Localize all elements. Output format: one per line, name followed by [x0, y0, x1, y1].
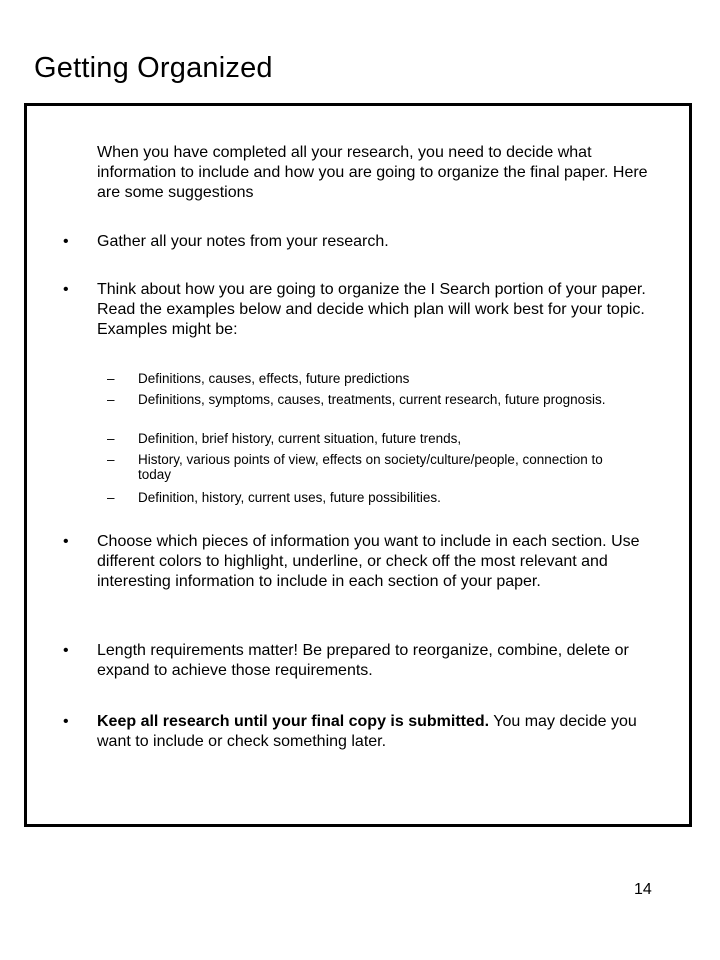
bullet-item [63, 232, 663, 252]
example-text: Definition, brief history, current situation, future trends, [138, 431, 462, 446]
intro-paragraph: When you have completed all your research, you need to decide what information to include and how you are going to organize the final paper. Here are some suggestions [97, 144, 648, 201]
bullet-item [63, 532, 663, 592]
content-box [24, 103, 692, 827]
example-text: History, various points of view, effects on society/culture/people, connection to today [138, 452, 603, 482]
bullet-marker: • [63, 713, 69, 730]
bullet-text: Gather all your notes from your research. [97, 233, 389, 250]
dash-marker: – [107, 371, 115, 386]
example-item [107, 431, 627, 446]
example-item [107, 452, 627, 482]
example-text: Definition, history, current uses, future possibilities. [138, 490, 441, 505]
bullet-rest-text: You may decide you want to include or check something later. [97, 713, 637, 750]
bullet-text: Length requirements matter! Be prepared to reorganize, combine, delete or expand to achieve those requirements. [97, 642, 629, 679]
slide-title: Getting Organized [34, 52, 273, 84]
example-item [107, 371, 627, 386]
page-number: 14 [634, 881, 652, 898]
bullet-item [63, 280, 663, 340]
bullet-text: Choose which pieces of information you want to include in each section. Use different colors to highlight, underline, or check off the most relevant and interesting information to include in each section of your paper. [97, 533, 640, 590]
bullet-item [63, 641, 663, 681]
example-text: Definitions, causes, effects, future predictions [138, 371, 410, 386]
bullet-marker: • [63, 281, 69, 298]
example-item [107, 490, 627, 505]
bullet-marker: • [63, 233, 69, 250]
bullet-bold-text: Keep all research until your final copy is submitted. [97, 713, 490, 730]
dash-marker: – [107, 392, 115, 407]
dash-marker: – [107, 490, 115, 505]
bullet-item [63, 712, 663, 752]
bullet-marker: • [63, 642, 69, 659]
bullet-text [97, 712, 657, 752]
bullet-marker: • [63, 533, 69, 550]
bullet-text: Think about how you are going to organize the I Search portion of your paper. Read the examples below and decide which plan will work best for your topic. Examples might be: [97, 281, 646, 338]
dash-marker: – [107, 431, 115, 446]
example-item [107, 392, 627, 407]
dash-marker: – [107, 452, 115, 467]
example-text: Definitions, symptoms, causes, treatments, current research, future prognosis. [138, 392, 606, 407]
